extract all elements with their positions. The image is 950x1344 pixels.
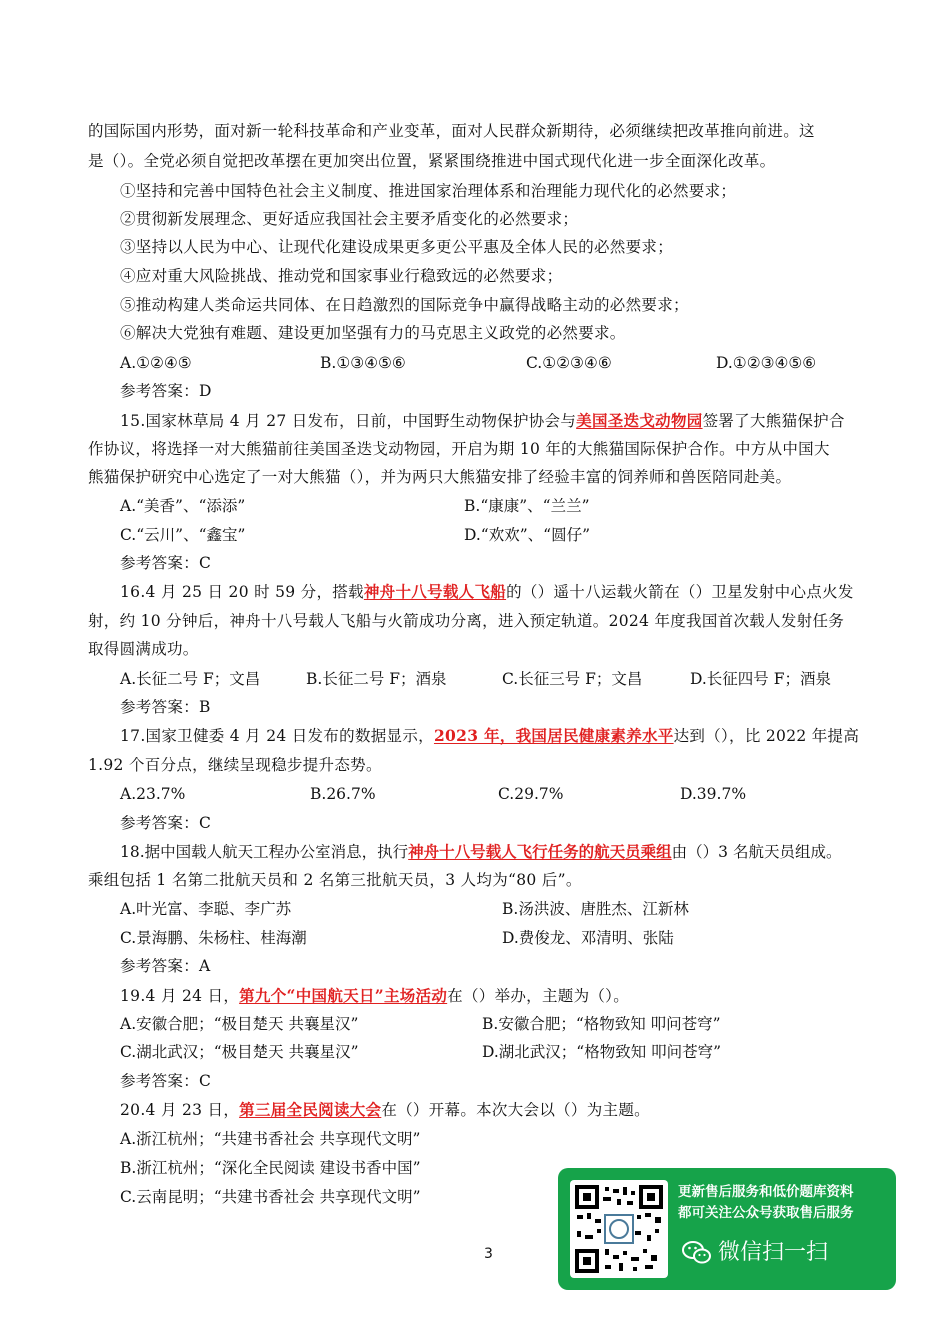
q19-highlight: 第九个“中国航天日”主场活动 <box>239 986 448 1005</box>
q16-option-c: C.长征三号 F；文昌 <box>502 670 643 688</box>
q20-option-b: B.浙江杭州；“深化全民阅读 建设书香中国” <box>120 1159 421 1177</box>
q17-option-b: B.26.7% <box>310 785 376 803</box>
intro-line-2: 是（）。全党必须自觉把改革摆在更加突出位置，紧紧围绕推进中国式现代化进一步全面深化改革。 <box>88 152 776 170</box>
intro-option-d: D.①②③④⑤⑥ <box>716 354 817 372</box>
q16-line-3: 取得圆满成功。 <box>88 640 199 658</box>
intro-item-3: ③坚持以人民为中心、让现代化建设成果更多更公平惠及全体人民的必然要求； <box>120 238 674 256</box>
intro-answer: 参考答案：D <box>120 382 212 400</box>
promo-text <box>678 1182 854 1224</box>
q16-highlight: 神舟十八号载人飞船 <box>363 582 507 601</box>
q19-option-d: D.湖北武汉；“格物致知 叩问苍穹” <box>482 1043 722 1061</box>
q20-option-c: C.云南昆明；“共建书香社会 共享现代文明” <box>120 1188 421 1206</box>
intro-item-5: ⑤推动构建人类命运共同体、在日趋激烈的国际竞争中赢得战略主动的必然要求； <box>120 296 689 314</box>
intro-line-1: 的国际国内形势，面对新一轮科技革命和产业变革，面对人民群众新期待，必须继续把改革推向前进。这 <box>88 122 815 140</box>
q15-line-1 <box>120 410 870 432</box>
q18-option-b: B.汤洪波、唐胜杰、江新林 <box>502 900 689 918</box>
q18-answer: 参考答案：A <box>120 957 211 975</box>
q18-option-a: A.叶光富、李聪、李广苏 <box>120 900 292 918</box>
q19-line-1 <box>120 985 870 1007</box>
intro-option-c: C.①②③④⑥ <box>526 354 612 372</box>
wechat-icon <box>682 1240 712 1266</box>
q17-text-post: 达到（），比 2022 年提高 <box>673 727 860 745</box>
q17-highlight: 2023 年，我国居民健康素养水平 <box>433 726 674 745</box>
q17-text: 17.国家卫健委 4 月 24 日发布的数据显示， <box>120 727 434 745</box>
q17-line-2: 1.92 个百分点，继续呈现稳步提升态势。 <box>88 756 382 774</box>
q18-option-c: C.景海鹏、朱杨柱、桂海潮 <box>120 929 307 947</box>
q16-line-2: 射，约 10 分钟后，神舟十八号载人飞船与火箭成功分离，进入预定轨道。2024 年度我国首次载人发射任务 <box>88 612 845 630</box>
q17-answer: 参考答案：C <box>120 814 212 832</box>
q18-line-2: 乘组包括 1 名第二批航天员和 2 名第三批航天员，3 人均为“80 后”。 <box>88 871 582 889</box>
q18-option-d: D.费俊龙、邓清明、张陆 <box>502 929 674 947</box>
intro-option-a: A.①②④⑤ <box>120 354 192 372</box>
q19-answer: 参考答案：C <box>120 1072 212 1090</box>
q18-line-1 <box>120 841 870 863</box>
q20-text: 20.4 月 23 日， <box>120 1101 240 1119</box>
q17-option-a: A.23.7% <box>120 785 186 803</box>
q15-text-post: 签署了大熊猫保护合 <box>702 412 845 430</box>
q16-answer: 参考答案：B <box>120 698 211 716</box>
q15-option-b: B.“康康”、“兰兰” <box>464 497 590 515</box>
q18-text: 18.据中国载人航天工程办公室消息，执行 <box>120 843 409 861</box>
q19-text: 19.4 月 24 日， <box>120 987 240 1005</box>
q19-option-b: B.安徽合肥；“格物致知 叩问苍穹” <box>482 1015 721 1033</box>
q15-line-2: 作协议，将选择一对大熊猫前往美国圣迭戈动物园，开启为期 10 年的大熊猫国际保护合作。中方从中国大 <box>88 440 830 458</box>
intro-item-4: ④应对重大风险挑战、推动党和国家事业行稳致远的必然要求； <box>120 267 563 285</box>
page-number: 3 <box>484 1246 493 1262</box>
q18-highlight: 神舟十八号载人飞行任务的航天员乘组 <box>408 842 672 861</box>
q18-text-post: 由（）3 名航天员组成。 <box>671 843 842 861</box>
intro-item-6: ⑥解决大党独有难题、建设更加坚强有力的马克思主义政党的必然要求。 <box>120 324 626 342</box>
q15-answer: 参考答案：C <box>120 554 212 572</box>
promo-banner[interactable] <box>558 1168 896 1290</box>
qr-code-icon[interactable] <box>570 1180 668 1278</box>
q17-option-d: D.39.7% <box>680 785 747 803</box>
q15-line-3: 熊猫保护研究中心选定了一对大熊猫（），并为两只大熊猫安排了经验丰富的饲养师和兽医陪同赴美。 <box>88 468 792 486</box>
q20-option-a: A.浙江杭州；“共建书香社会 共享现代文明” <box>120 1130 421 1148</box>
qr-code-graphic <box>575 1185 663 1273</box>
q16-option-d: D.长征四号 F；酒泉 <box>690 670 831 688</box>
intro-item-2: ②贯彻新发展理念、更好适应我国社会主要矛盾变化的必然要求； <box>120 210 579 228</box>
q19-text-post: 在（）举办，主题为（）。 <box>447 987 630 1005</box>
promo-line-1: 更新售后服务和低价题库资料 <box>678 1184 854 1200</box>
q20-line-1 <box>120 1099 870 1121</box>
promo-line-2: 都可关注公众号获取售后服务 <box>678 1205 854 1221</box>
q15-highlight: 美国圣迭戈动物园 <box>576 411 703 430</box>
q16-text: 16.4 月 25 日 20 时 59 分，搭载 <box>120 583 364 601</box>
wechat-scan-label: 微信扫一扫 <box>718 1240 829 1265</box>
q19-option-a: A.安徽合肥；“极目楚天 共襄星汉” <box>120 1015 359 1033</box>
q15-option-c: C.“云川”、“鑫宝” <box>120 526 246 544</box>
q15-option-a: A.“美香”、“添添” <box>120 497 246 515</box>
q16-line-1 <box>120 581 870 603</box>
intro-option-b: B.①③④⑤⑥ <box>320 354 406 372</box>
q16-text-post: 的（）遥十八运载火箭在（）卫星发射中心点火发 <box>506 583 854 601</box>
q16-option-a: A.长征二号 F；文昌 <box>120 670 261 688</box>
q16-option-b: B.长征二号 F；酒泉 <box>306 670 447 688</box>
intro-item-1: ①坚持和完善中国特色社会主义制度、推进国家治理体系和治理能力现代化的必然要求； <box>120 182 737 200</box>
q20-highlight: 第三届全民阅读大会 <box>239 1100 382 1119</box>
q19-option-c: C.湖北武汉；“极目楚天 共襄星汉” <box>120 1043 359 1061</box>
q15-text: 15.国家林草局 4 月 27 日发布，日前，中国野生动物保护协会与 <box>120 412 577 430</box>
q15-option-d: D.“欢欢”、“圆仔” <box>464 526 590 544</box>
q17-line-1 <box>120 725 870 747</box>
q17-option-c: C.29.7% <box>498 785 564 803</box>
q20-text-post: 在（）开幕。本次大会以（）为主题。 <box>381 1101 650 1119</box>
